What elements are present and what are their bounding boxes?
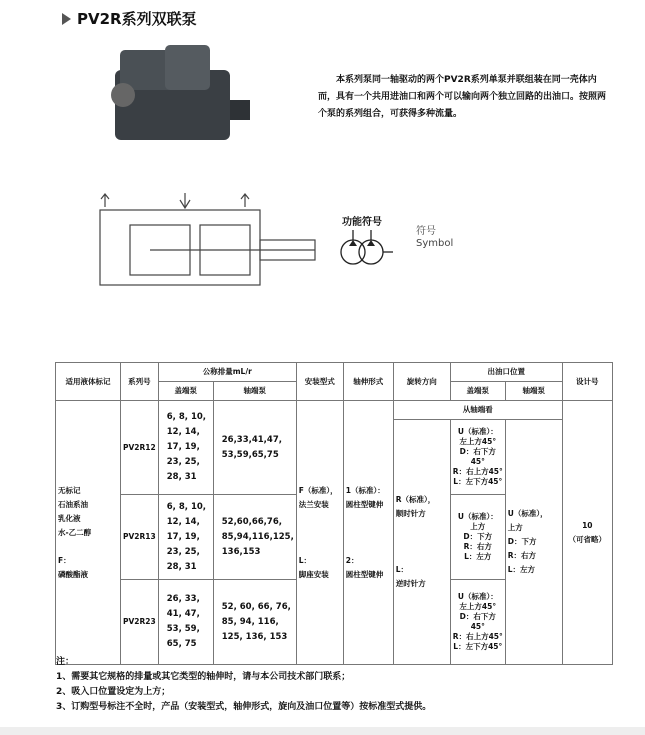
symbol-en: Symbol [416,238,454,249]
cover-displacement: 6, 8, 10, 12, 14, 17, 19, 23, 25, 28, 31 [158,495,213,580]
outlet-cover-cell: U（标准）： 左上方45° D：右下方45° R：右上方45° L：左下方45° [450,580,505,665]
header-outlet: 出油口位置 [450,363,562,382]
header-fluid: 适用液体标记 [56,363,121,401]
header-series: 系列号 [121,363,159,401]
series-cell: PV2R23 [121,580,159,665]
symbol-cn: 符号 [416,226,436,237]
outlet-cover-cell: U（标准）： 左上方45° D：右下方45° R：右上方45° L：左下方45° [450,420,505,495]
shaft-displacement: 26,33,41,47, 53,59,65,75 [213,401,296,495]
header-shaft: 轴伸形式 [343,363,393,401]
design-cell: 10 （可省略） [562,401,612,665]
cover-displacement: 26, 33, 41, 47, 53, 59, 65, 75 [158,580,213,665]
series-cell: PV2R13 [121,495,159,580]
pump-photo [95,40,255,150]
header-displacement: 公称排量mL/r [158,363,296,382]
shaft-displacement: 52,60,66,76, 85,94,116,125, 136,153 [213,495,296,580]
rotation-cell: R（标准）， 顺时针方 L： 逆时针方 [393,420,450,665]
header-shaft-pump: 轴端泵 [213,382,296,401]
fluid-cell: 无标记 石油系油 乳化液 水-乙二醇 F： 磷酸酯液 [56,401,121,665]
notes: 注： 1、需要其它规格的排量或其它类型的轴伸时，请与本公司技术部门联系； 2、吸入口位置设定为上方； 3、订购型号标注不全时，产品（安装型式，轴伸形式，旋向及油口位置等）按标准型式提供。 [56,657,432,712]
outlet-cover-cell: U（标准）： 上方 D：下方 R：右方 L：左方 [450,495,505,580]
header-design: 设计号 [562,363,612,401]
outlet-shaft-cell: U（标准）， 上方 D：下方 R：右方 L：左方 [505,420,562,665]
cover-displacement: 6, 8, 10, 12, 14, 17, 19, 23, 25, 28, 31 [158,401,213,495]
triangle-bullet-icon [62,13,71,25]
section-drawing [90,185,320,295]
page-title: PV2R系列双联泵 [62,8,197,29]
shaft-displacement: 52, 60, 66, 76, 85, 94, 116, 125, 136, 153 [213,580,296,665]
header-rotation: 旋转方向 [393,363,450,401]
mounting-cell: F（标准）， 法兰安装 L： 脚座安装 [296,401,343,665]
bottom-bar [0,727,645,735]
view-from-label: 从轴端看 [393,401,562,420]
header-mounting: 安装型式 [296,363,343,401]
shaft-type-cell: 1（标准）： 圆柱型键伸 2： 圆柱型键伸 [343,401,393,665]
description: 本系列泵同一轴驱动的两个PV2R系列单泵并联组装在同一壳体内而，具有一个共用进油口和两个可以输向两个独立回路的出油口。按照两个泵的系列组合，可获得多种流量。 [318,75,607,119]
spec-table [55,362,613,665]
header-cover-pump: 盖端泵 [158,382,213,401]
double-pump-symbol-icon [338,230,398,270]
header-outlet-cover: 盖端泵 [450,382,505,401]
header-outlet-shaft: 轴端泵 [505,382,562,401]
symbol-label: 功能符号 [342,217,382,228]
series-cell: PV2R12 [121,401,159,495]
